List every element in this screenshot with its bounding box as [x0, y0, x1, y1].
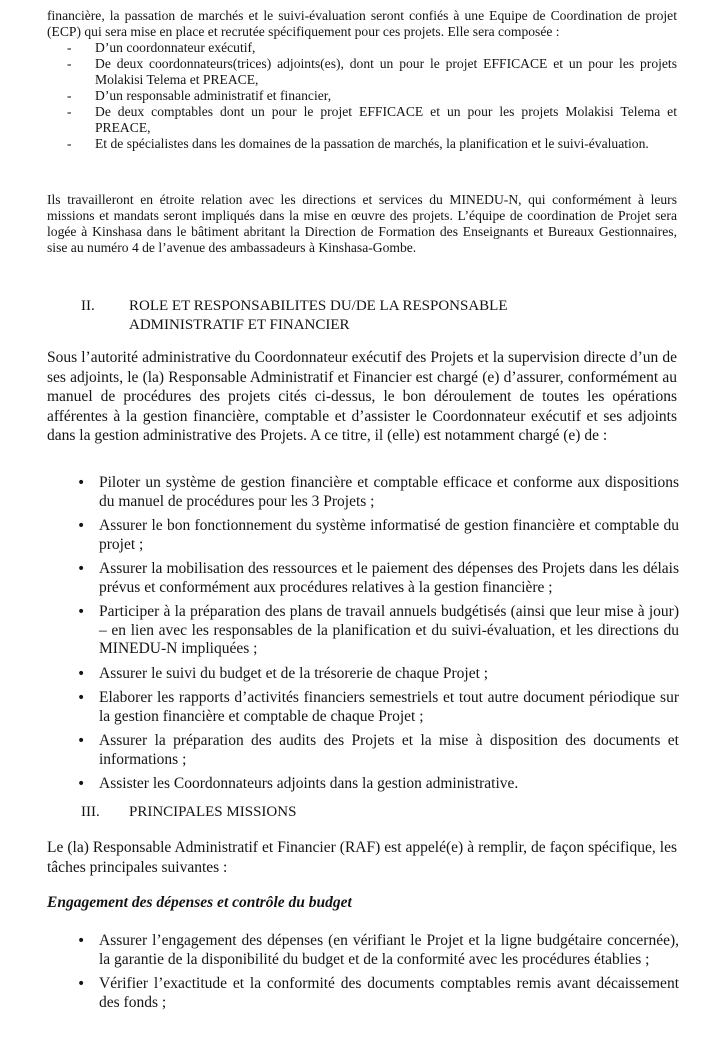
section-number: III. — [81, 804, 100, 820]
list-item: • Participer à la préparation des plans de travail annuels budgétisés (ainsi que leur mise à jour) – en lien avec les responsables de la planification et du suivi-évaluation, et les directions du MINEDU-N impliquées ; — [47, 603, 679, 659]
section-number: II. — [81, 298, 95, 314]
section-title-line-1: ROLE ET RESPONSABILITES DU/DE LA RESPONSABLE — [129, 298, 508, 314]
list-item: - Et de spécialistes dans les domaines de la passation de marchés, la planification et le suivi-évaluation. — [47, 136, 677, 152]
list-item: • Assister les Coordonnateurs adjoints dans la gestion administrative. — [47, 775, 679, 794]
section-2-heading — [81, 297, 681, 337]
list-item: • Assurer la préparation des audits des Projets et la mise à disposition des documents et informations ; — [47, 732, 679, 769]
list-item: - De deux comptables dont un pour le projet EFFICACE et un pour les projets Molakisi Telema et PREACE, — [47, 104, 677, 136]
list-item: - D’un coordonnateur exécutif, — [47, 40, 677, 56]
list-item: • Assurer le suivi du budget et de la trésorerie de chaque Projet ; — [47, 665, 679, 684]
section-title: PRINCIPALES MISSIONS — [129, 804, 297, 820]
list-item: • Assurer la mobilisation des ressources et le paiement des dépenses des Projets dans les délais prévus et conformément aux procédures relatives à la gestion financière ; — [47, 560, 679, 597]
section-3-heading — [81, 803, 681, 823]
list-item: • Vérifier l’exactitude et la conformité des documents comptables remis avant décaissement des fonds ; — [47, 975, 679, 1012]
list-item: • Elaborer les rapports d’activités financiers semestriels et tout autre document périodique sur la gestion financière et comptable de chaque Projet ; — [47, 689, 679, 726]
composition-list — [47, 40, 677, 152]
subheading: Engagement des dépenses et contrôle du budget — [47, 894, 352, 911]
list-item: • Assurer l’engagement des dépenses (en vérifiant le Projet et la ligne budgétaire concernée), la garantie de la disponibilité du budget et de la conformité avec les procédures établies ; — [47, 932, 679, 969]
section-2-paragraph: Sous l’autorité administrative du Coordonnateur exécutif des Projets et la supervision directe d’un de ses adjoints, le (la) Responsable Administratif et Financier est chargé (e) d’assurer, conformément au manuel de procédures des projets cités ci-dessus, le bon déroulement de toutes les opérations afférentes à la gestion financière, comptable et d’assister le Coordonnateur exécutif et ses adjoints dans la gestion administrative des Projets. A ce titre, il (elle) est notamment chargé (e) de : — [47, 349, 677, 444]
list-item: • Piloter un système de gestion financière et comptable efficace et conforme aux dispositions du manuel de procédures pour les 3 Projets ; — [47, 474, 679, 511]
responsibilities-list — [47, 474, 679, 800]
list-item: - D’un responsable administratif et financier, — [47, 88, 677, 104]
list-item: - De deux coordonnateurs(trices) adjoints(es), dont un pour le projet EFFICACE et un pour les projets Molakisi Telema et PREACE, — [47, 56, 677, 88]
list-item: • Assurer le bon fonctionnement du système informatisé de gestion financière et comptable du projet ; — [47, 517, 679, 554]
intro-paragraph: financière, la passation de marchés et le suivi-évaluation seront confiés à une Equipe de Coordination de projet (ECP) qui sera mise en place et recrutée spécifiquement pour ces projets. Elle sera composée : — [47, 8, 677, 39]
engagement-list — [47, 932, 679, 1018]
section-title-line-2: ADMINISTRATIF ET FINANCIER — [129, 317, 350, 333]
section-3-paragraph: Le (la) Responsable Administratif et Financier (RAF) est appelé(e) à remplir, de façon spécifique, les tâches principales suivantes : — [47, 839, 677, 876]
relation-paragraph: Ils travailleront en étroite relation avec les directions et services du MINEDU-N, qui conformément à leurs missions et mandats seront impliqués dans la mise en œuvre des projets. L’équipe de coordination de Projet sera logée à Kinshasa dans le bâtiment abritant la Direction de Formation des Enseignants et Bureaux Gestionnaires, sise au numéro 4 de l’avenue des ambassadeurs à Kinshasa-Gombe. — [47, 192, 677, 255]
